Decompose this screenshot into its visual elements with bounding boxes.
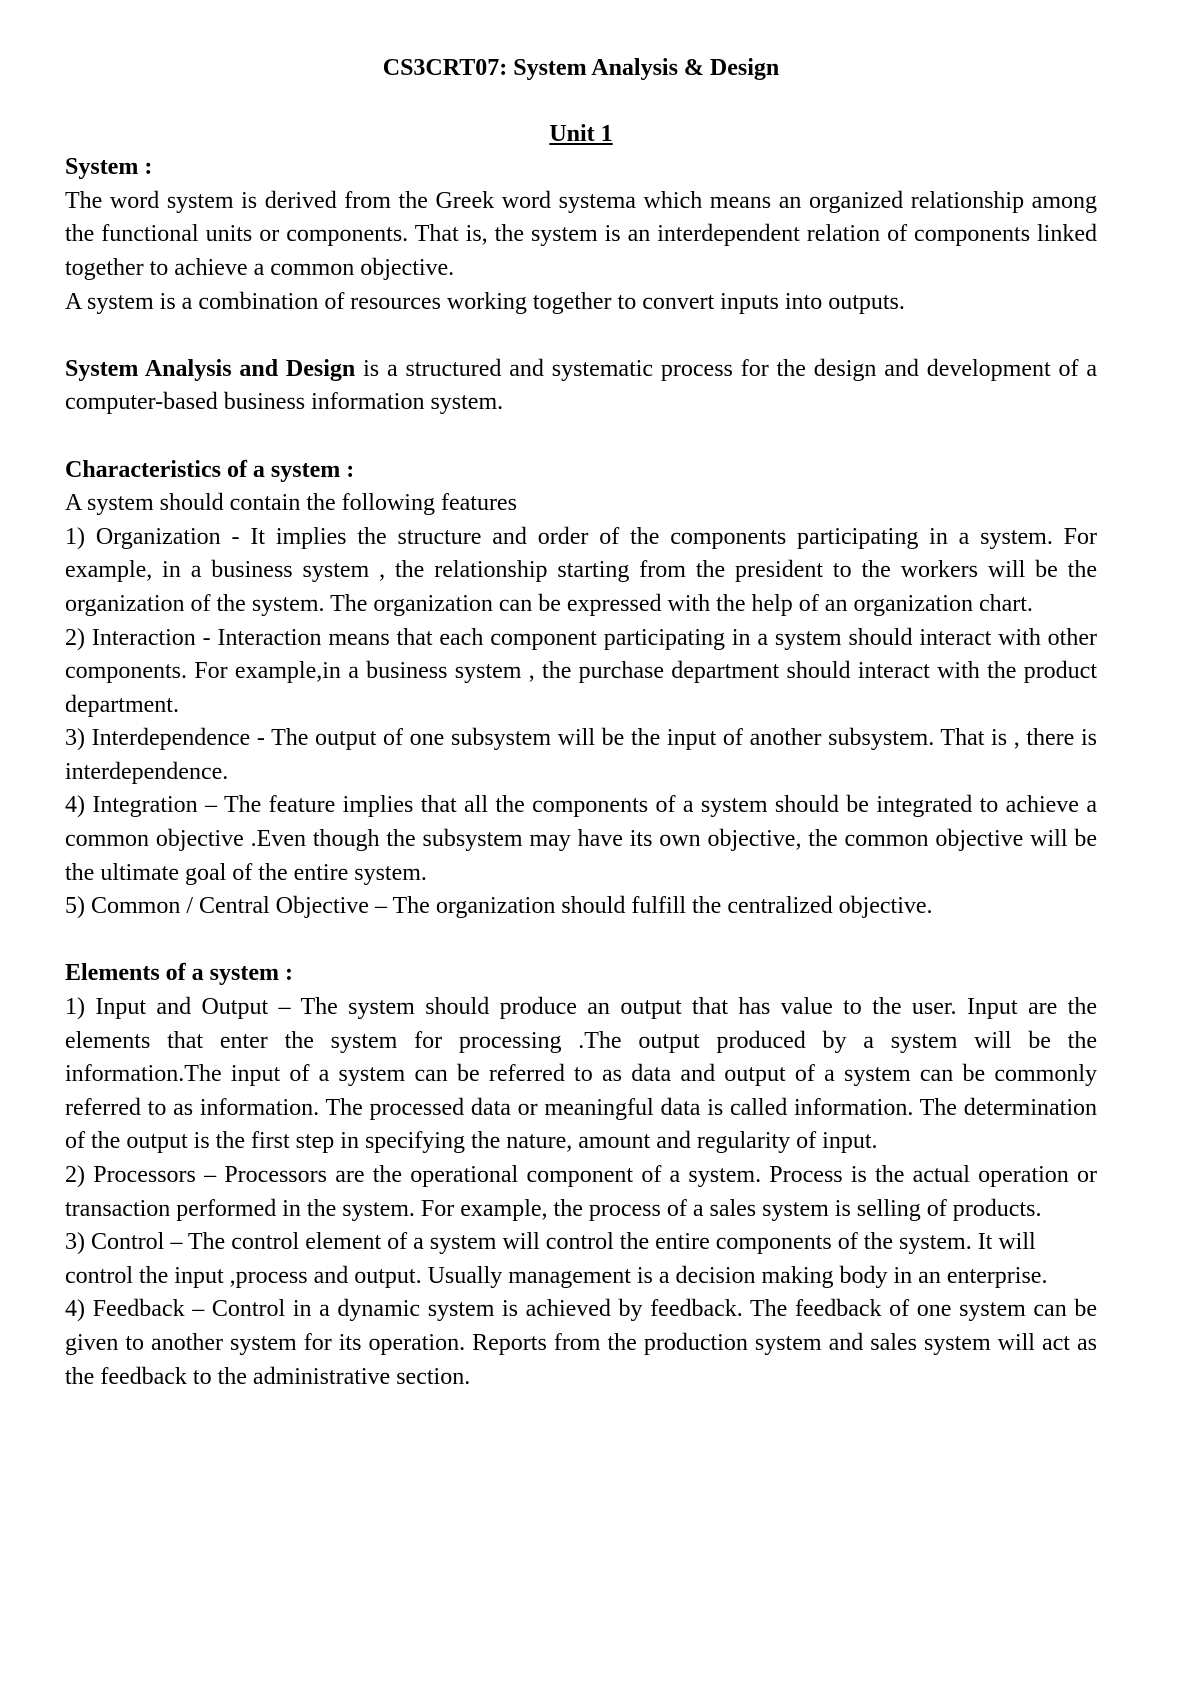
unit-heading: Unit 1 bbox=[549, 120, 613, 147]
document-page bbox=[65, 52, 1097, 1394]
sad-definition: is a structured and systematic process for the design and development of a computer-based business information system. bbox=[65, 355, 1097, 416]
element-item-processors: 2) Processors – Processors are the operational component of a system. Process is the actual operation or transaction performed in the system. For example, the process of a sales system is selling of products. bbox=[65, 1162, 1097, 1222]
system-resources-paragraph: A system is a combination of resources working together to convert inputs into outputs. bbox=[65, 288, 905, 315]
characteristics-heading: Characteristics of a system : bbox=[65, 456, 355, 483]
sad-term: System Analysis and Design bbox=[65, 355, 356, 382]
system-heading: System : bbox=[65, 154, 153, 181]
characteristic-item-interaction: 2) Interaction - Interaction means that each component participating in a system should interact with other components. For example,in a business system , the purchase department should interact with the product department. bbox=[65, 624, 1097, 718]
element-item-control: 3) Control – The control element of a system will control the entire components of the system. It will control the input ,process and output. Usually management is a decision making body in an enterprise. bbox=[65, 1229, 1048, 1289]
characteristics-intro: A system should contain the following features bbox=[65, 490, 517, 517]
element-item-input-output: 1) Input and Output – The system should produce an output that has value to the user. Input are the elements that enter the system for processing .The output produced by a system will be the information.The input of a system can be referred to as data and output of a system can be commonly referred to as information. The processed data or meaningful data is called information. The determination of the output is the first step in specifying the nature, amount and regularity of input. bbox=[65, 994, 1097, 1155]
sad-paragraph bbox=[65, 353, 1097, 420]
characteristic-item-objective: 5) Common / Central Objective – The organization should fulfill the centralized objective. bbox=[65, 893, 933, 920]
system-definition-paragraph: The word system is derived from the Greek word systema which means an organized relationship among the functional units or components. That is, the system is an interdependent relation of components linked together to achieve a common objective. bbox=[65, 187, 1097, 281]
elements-heading: Elements of a system : bbox=[65, 960, 293, 987]
characteristic-item-integration: 4) Integration – The feature implies that all the components of a system should be integrated to achieve a common objective .Even though the subsystem may have its own objective, the common objective will be the ultimate goal of the entire system. bbox=[65, 792, 1097, 886]
element-item-feedback: 4) Feedback – Control in a dynamic system is achieved by feedback. The feedback of one system can be given to another system for its operation. Reports from the production system and sales system will act as the feedback to the administrative section. bbox=[65, 1296, 1097, 1390]
spacer bbox=[65, 924, 1097, 958]
characteristic-item-organization: 1) Organization - It implies the structure and order of the components participating in a system. For example, in a business system , the relationship starting from the president to the workers will be the organization of the system. The organization can be expressed with the help of an organization chart. bbox=[65, 523, 1097, 617]
spacer bbox=[65, 319, 1097, 353]
spacer bbox=[65, 420, 1097, 454]
characteristic-item-interdependence: 3) Interdependence - The output of one subsystem will be the input of another subsystem. That is , there is interdependence. bbox=[65, 725, 1097, 785]
document-title: CS3CRT07: System Analysis & Design bbox=[382, 55, 780, 81]
